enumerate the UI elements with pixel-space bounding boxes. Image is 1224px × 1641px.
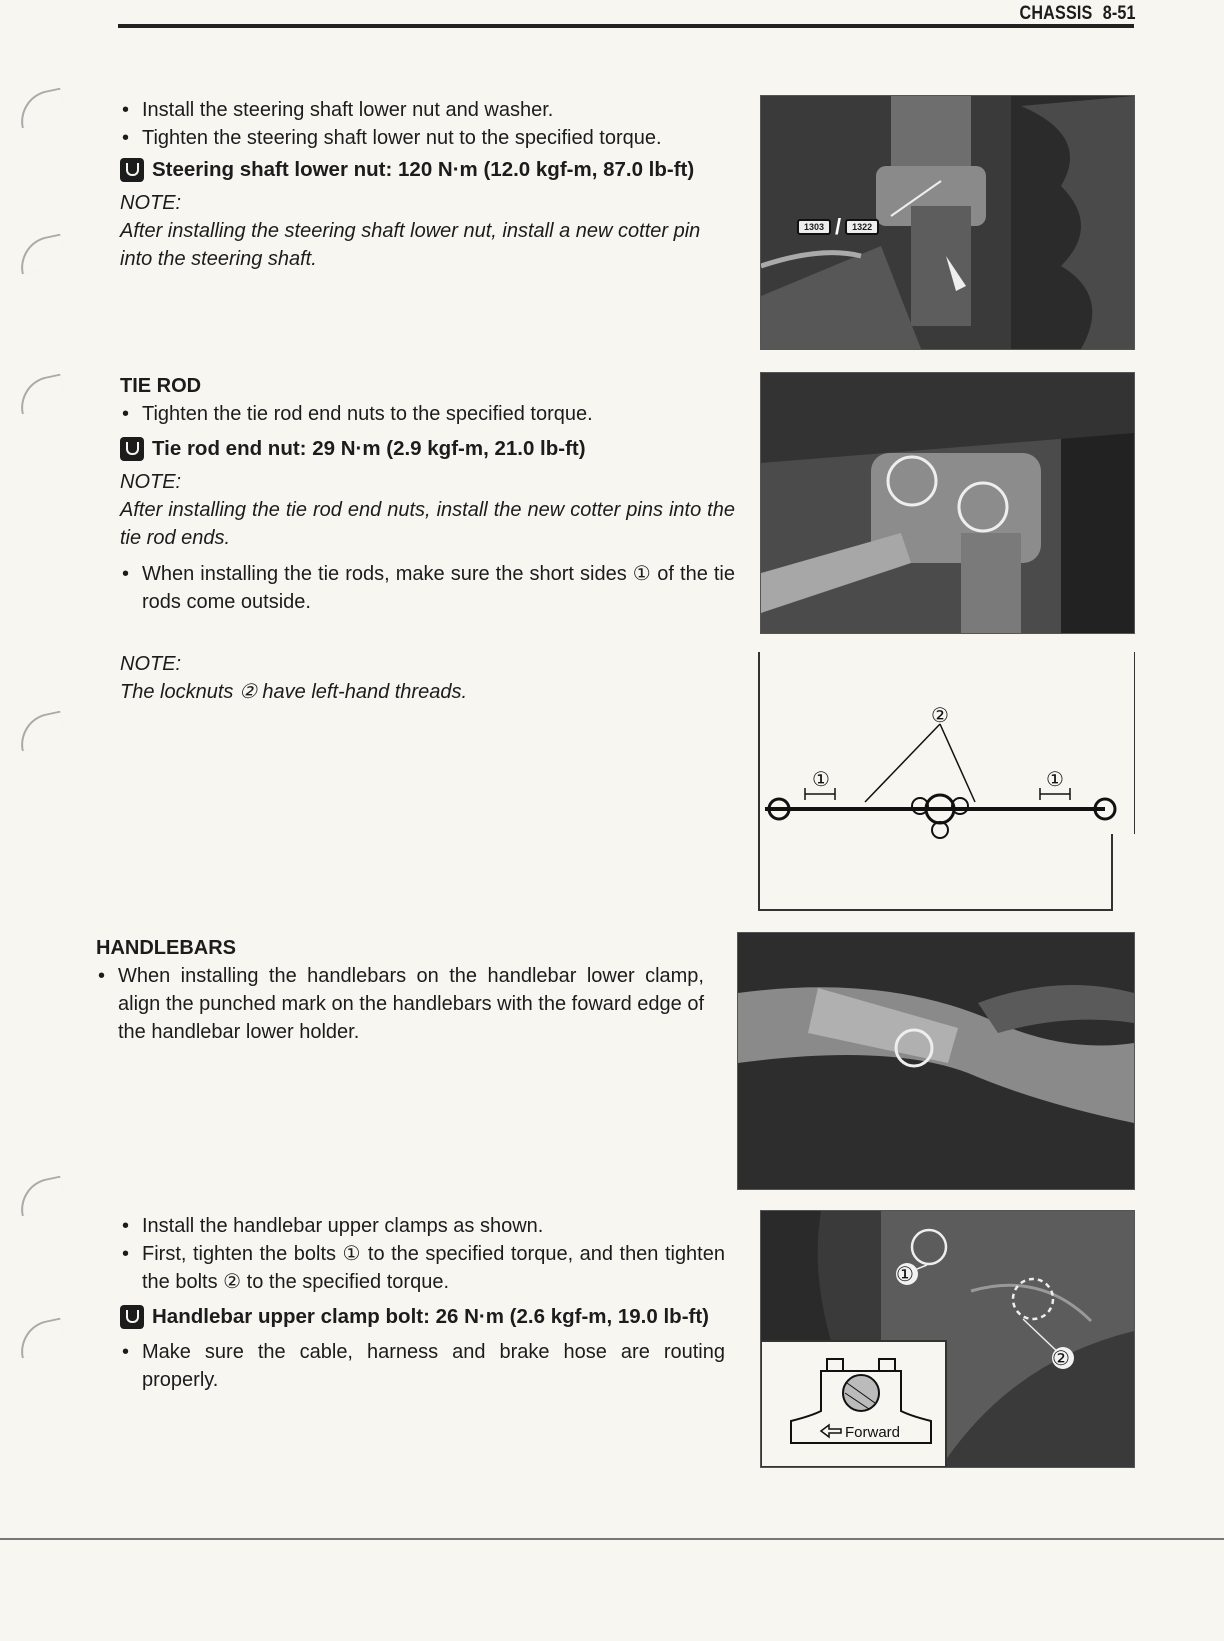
torque-wrench-icon bbox=[120, 1305, 144, 1329]
list-item: • Tighten the steering shaft lower nut to the specified torque. bbox=[120, 124, 735, 152]
torque-wrench-icon bbox=[120, 158, 144, 182]
binder-ring-mark bbox=[15, 88, 67, 129]
header-rule bbox=[118, 24, 1134, 28]
page-header bbox=[1010, 3, 1136, 25]
forward-label: Forward bbox=[845, 1424, 901, 1441]
binder-ring-mark bbox=[15, 1318, 67, 1359]
list-item: • First, tighten the bolts ① to the specified torque, and then tighten the bolts ② to the specified torque. bbox=[120, 1240, 725, 1296]
section-title: CHASSIS bbox=[1019, 3, 1093, 24]
binder-ring-mark bbox=[15, 711, 67, 752]
list-item: • When installing the tie rods, make sure the short sides ① of the tie rods come outside. bbox=[120, 560, 735, 616]
torque-wrench-icon bbox=[120, 437, 144, 461]
list-item: • When installing the handlebars on the handlebar lower clamp, align the punched mark on the handlebars with the foward edge of the handlebar lower holder. bbox=[96, 962, 704, 1046]
tie-rod-section bbox=[120, 372, 735, 706]
tie-rod-photo bbox=[760, 372, 1135, 634]
diagram-label-short-side: ① bbox=[1046, 769, 1064, 791]
list-item: • Install the handlebar upper clamps as shown. bbox=[120, 1212, 725, 1240]
photo-label-bolt-one: ① bbox=[896, 1264, 914, 1286]
diagram-label-short-side: ① bbox=[812, 769, 830, 791]
tool-separator: / bbox=[835, 214, 842, 239]
special-tool-icon: 1322 bbox=[845, 219, 879, 235]
bottom-rule bbox=[0, 1538, 1224, 1540]
steering-shaft-section bbox=[120, 96, 735, 273]
diagram-label-locknut: ② bbox=[931, 705, 949, 727]
handlebar-clamp-section bbox=[120, 1212, 725, 1394]
handlebars-section bbox=[96, 934, 704, 1046]
torque-spec bbox=[120, 434, 735, 464]
binder-ring-mark bbox=[15, 374, 67, 415]
note-label: NOTE: bbox=[120, 471, 182, 493]
torque-spec-text: Steering shaft lower nut: 120 N·m (12.0 kgf-m, 87.0 lb-ft) bbox=[152, 158, 695, 181]
note-text: The locknuts ② have left-hand threads. bbox=[120, 681, 468, 703]
torque-spec-text: Tie rod end nut: 29 N·m (2.9 kgf-m, 21.0 lb-ft) bbox=[152, 437, 586, 460]
binder-ring-mark bbox=[15, 1176, 67, 1217]
note-text: After installing the tie rod end nuts, install the new cotter pins into the tie rod ends. bbox=[120, 499, 735, 549]
note-label: NOTE: bbox=[120, 192, 182, 214]
binder-ring-mark bbox=[15, 234, 67, 275]
handlebar-mark-photo bbox=[737, 932, 1135, 1190]
page-number: 8-51 bbox=[1102, 3, 1136, 24]
torque-spec bbox=[120, 1302, 725, 1332]
special-tools bbox=[797, 214, 879, 240]
steering-shaft-photo bbox=[760, 95, 1135, 350]
torque-spec-text: Handlebar upper clamp bolt: 26 N·m (2.6 kgf-m, 19.0 lb-ft) bbox=[152, 1305, 710, 1328]
tie-rod-diagram bbox=[735, 652, 1135, 912]
section-heading: TIE ROD bbox=[120, 375, 202, 397]
note-label: NOTE: bbox=[120, 653, 182, 675]
list-item: • Make sure the cable, harness and brake hose are routing properly. bbox=[120, 1338, 725, 1394]
handlebar-clamp-photo bbox=[760, 1210, 1135, 1468]
note-text: After installing the steering shaft lower nut, install a new cotter pin into the steering shaft. bbox=[120, 220, 701, 270]
special-tool-icon: 1303 bbox=[797, 219, 831, 235]
list-item: • Install the steering shaft lower nut and washer. bbox=[120, 96, 735, 124]
section-heading: HANDLEBARS bbox=[96, 937, 236, 959]
list-item: • Tighten the tie rod end nuts to the specified torque. bbox=[120, 400, 735, 428]
torque-spec bbox=[120, 155, 735, 185]
photo-label-bolt-two: ② bbox=[1052, 1348, 1070, 1370]
